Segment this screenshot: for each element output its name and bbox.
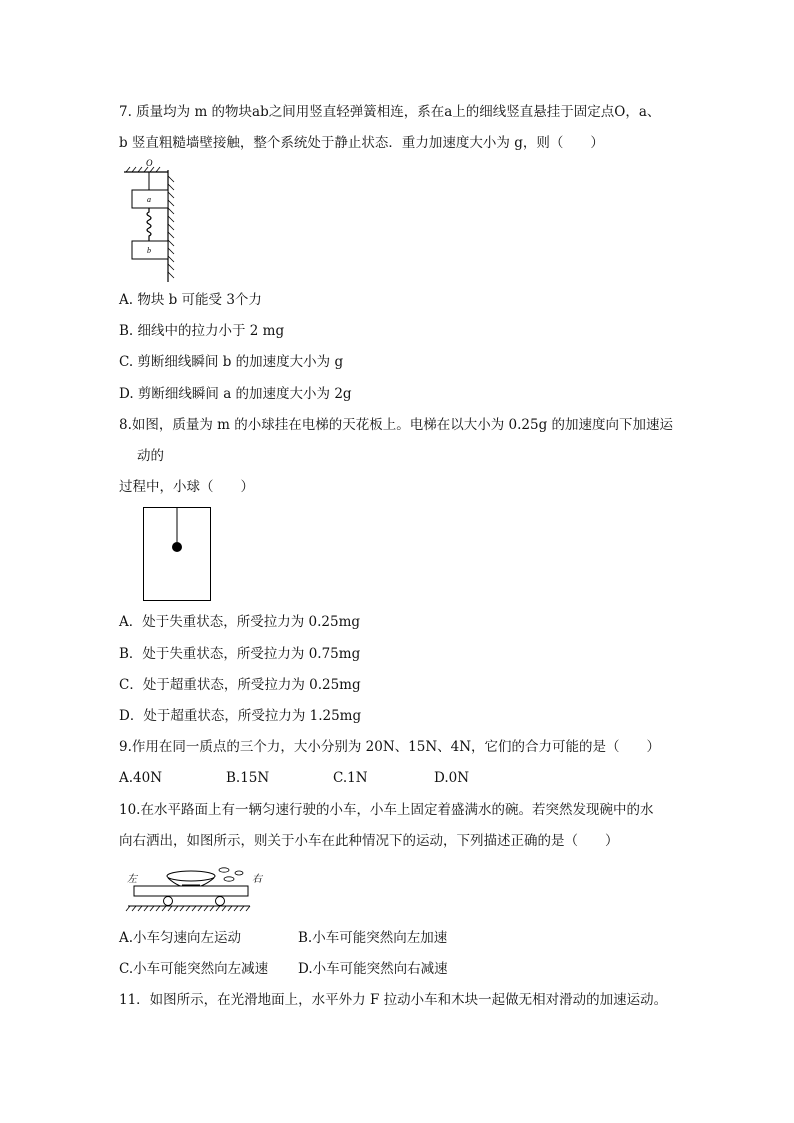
q7-label-a: a — [147, 195, 151, 204]
q8-option-b: B．处于失重状态，所受拉力为 0.75mg — [119, 646, 361, 662]
q7-option-a: A. 物块 b 可能受 3个力 — [119, 292, 262, 308]
q8-option-c: C．处于超重状态，所受拉力为 0.25mg — [119, 677, 361, 693]
q9-option-d: D.0N — [434, 770, 470, 786]
q7-option-d: D. 剪断细线瞬间 a 的加速度大小为 2g — [119, 386, 352, 402]
q9-option-b: B.15N — [226, 770, 270, 786]
q10-label-left: 左 — [127, 874, 137, 885]
q10-cart-bowl-figure — [124, 860, 276, 916]
q8-stem-line3: 过程中，小球（ ） — [119, 479, 254, 495]
q8-elevator-figure — [143, 507, 211, 601]
q7-label-o: O — [146, 158, 153, 168]
q10-label-right: 右 — [252, 874, 262, 885]
q8-option-d: D．处于超重状态，所受拉力为 1.25mg — [119, 708, 362, 724]
q10-option-d: D.小车可能突然向右减速 — [298, 961, 448, 977]
q7-option-c: C. 剪断细线瞬间 b 的加速度大小为 g — [119, 354, 344, 370]
q10-stem-line1: 10.在水平路面上有一辆匀速行驶的小车，小车上固定着盛满水的碗。若突然发现碗中的水 — [119, 802, 654, 818]
q10-stem-line2: 向右洒出，如图所示，则关于小车在此种情况下的运动，下列描述正确的是（ ） — [119, 833, 619, 849]
q10-option-c: C.小车可能突然向左减速 — [119, 961, 269, 977]
q9-option-c: C.1N — [333, 770, 368, 786]
q8-option-a: A．处于失重状态，所受拉力为 0.25mg — [119, 614, 361, 630]
q8-stem-line1: 8.如图，质量为 m 的小球挂在电梯的天花板上。电梯在以大小为 0.25g 的加速度向下加速运 — [119, 417, 674, 433]
q7-spring-block-figure — [122, 158, 178, 284]
q9-stem: 9.作用在同一质点的三个力，大小分别为 20N、15N、4N，它们的合力可能的是（ ） — [119, 739, 661, 755]
q11-stem-line1: 11．如图所示，在光滑地面上，水平外力 F 拉动小车和木块一起做无相对滑动的加速运动。 — [119, 992, 668, 1008]
q7-stem-line1: 7. 质量均为 m 的物块ab之间用竖直轻弹簧相连，系在a上的细线竖直悬挂于固定点O，a、 — [119, 104, 661, 120]
q7-stem-line2: b 竖直粗糙墙壁接触，整个系统处于静止状态．重力加速度大小为 g，则（ ） — [119, 135, 604, 151]
q8-stem-line2: 动的 — [137, 448, 164, 464]
q10-option-b: B.小车可能突然向左加速 — [298, 930, 448, 946]
q10-option-a: A.小车匀速向左运动 — [119, 930, 242, 946]
q9-option-a: A.40N — [119, 770, 163, 786]
q7-option-b: B. 细线中的拉力小于 2 mg — [119, 323, 285, 339]
q7-label-b: b — [147, 246, 151, 255]
